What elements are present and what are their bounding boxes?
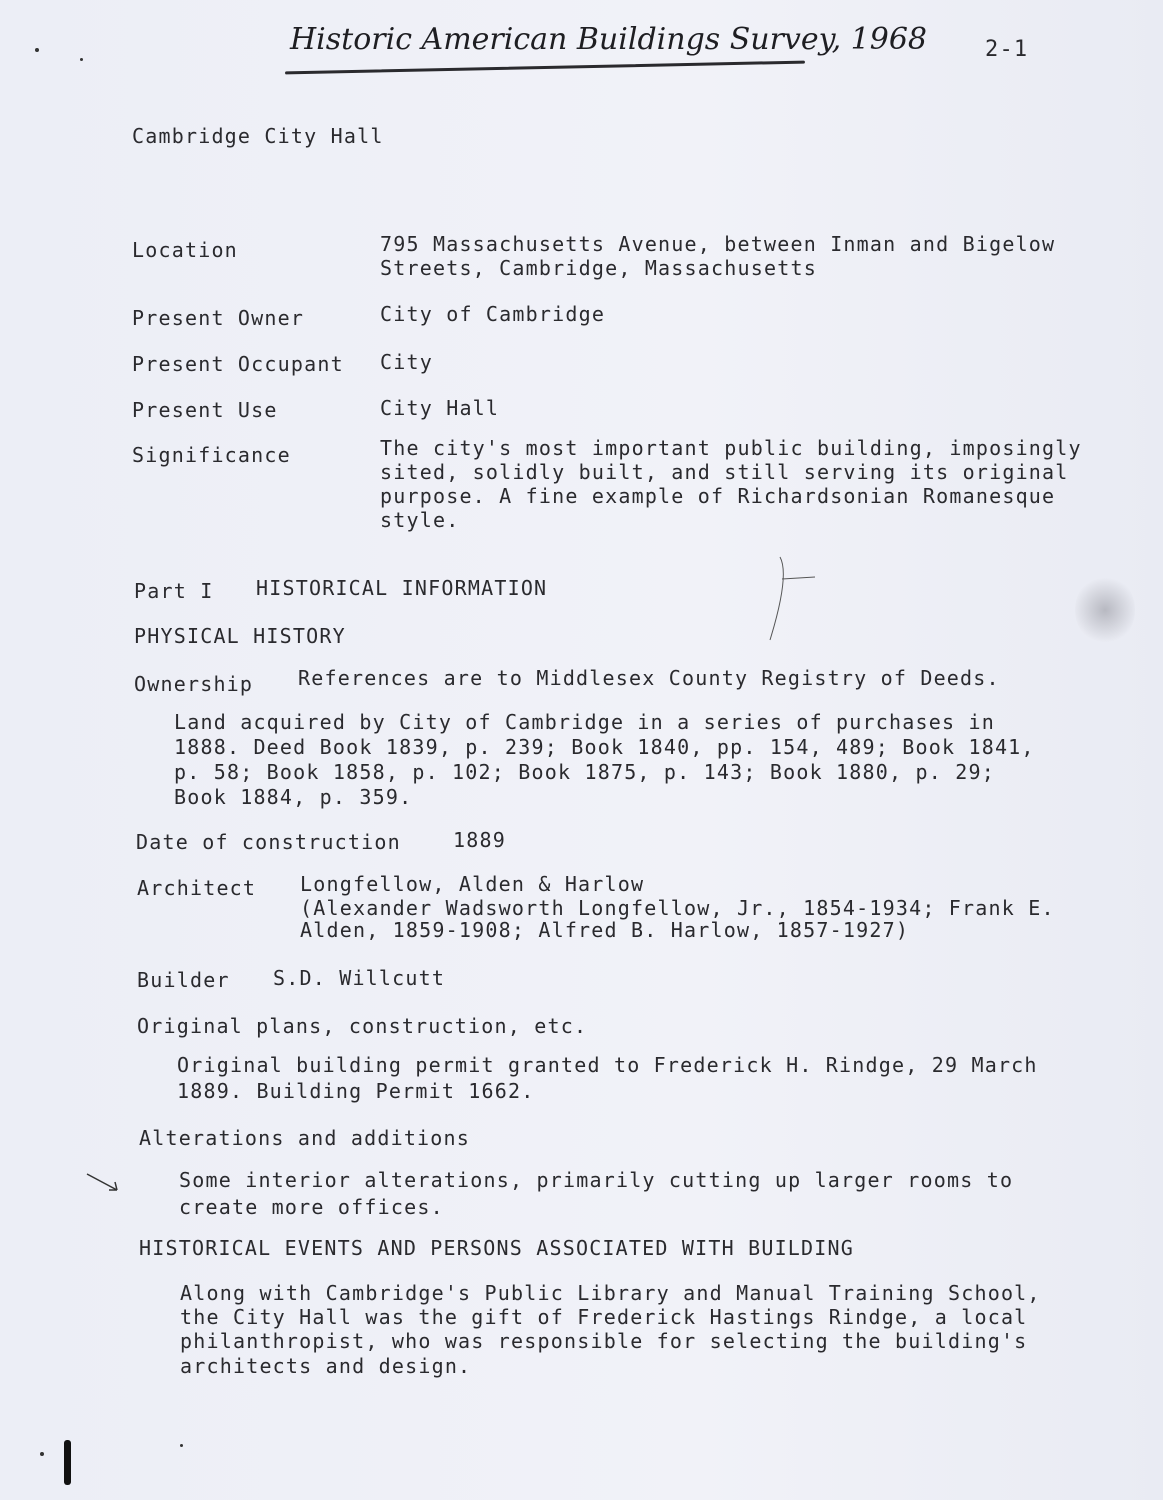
binder-mark <box>64 1440 71 1485</box>
original-plans-heading: Original plans, construction, etc. <box>137 1014 588 1038</box>
margin-arrow-icon <box>85 1172 125 1196</box>
date-of-construction-label: Date of construction <box>136 830 401 854</box>
building-name: Cambridge City Hall <box>132 124 384 148</box>
location-line-1: 795 Massachusetts Avenue, between Inman and Bigelow <box>380 232 1056 256</box>
handwritten-underline <box>285 61 805 75</box>
location-line-2: Streets, Cambridge, Massachusetts <box>380 256 817 280</box>
present-use-value: City Hall <box>380 396 500 420</box>
builder-value: S.D. Willcutt <box>273 966 446 990</box>
part-title: HISTORICAL INFORMATION <box>256 576 548 600</box>
present-owner-label: Present Owner <box>132 306 305 330</box>
alterations-heading: Alterations and additions <box>139 1126 471 1150</box>
handwritten-title: Historic American Buildings Survey, 1968 <box>290 22 928 57</box>
pencil-mark-icon <box>760 555 820 645</box>
historical-events-heading: HISTORICAL EVENTS AND PERSONS ASSOCIATED WITH BUILDING <box>139 1236 855 1260</box>
ownership-line-3: p. 58; Book 1858, p. 102; Book 1875, p. 143; Book 1880, p. 29; <box>174 760 995 784</box>
scan-speck <box>180 1444 183 1447</box>
architect-line-2: (Alexander Wadsworth Longfellow, Jr., 1854-1934; Frank E. <box>300 896 1055 920</box>
ownership-intro: References are to Middlesex County Registry of Deeds. <box>298 666 1000 690</box>
present-occupant-value: City <box>380 350 433 374</box>
architect-line-1: Longfellow, Alden & Harlow <box>300 872 645 896</box>
location-label: Location <box>132 238 238 262</box>
historical-events-line-2: the City Hall was the gift of Frederick Hastings Rindge, a local <box>180 1305 1028 1329</box>
architect-label: Architect <box>137 876 257 900</box>
ownership-label: Ownership <box>134 672 254 696</box>
alterations-line-1: Some interior alterations, primarily cutting up larger rooms to <box>179 1168 1014 1192</box>
builder-label: Builder <box>137 968 230 992</box>
historical-events-line-3: philanthropist, who was responsible for selecting the building's <box>180 1329 1028 1353</box>
present-occupant-label: Present Occupant <box>132 352 344 376</box>
significance-line-2: sited, solidly built, and still serving its original <box>380 460 1069 484</box>
significance-line-4: style. <box>380 508 460 532</box>
scan-smudge <box>1075 575 1135 645</box>
date-of-construction-value: 1889 <box>453 828 506 852</box>
alterations-line-2: create more offices. <box>179 1195 444 1219</box>
scan-speck <box>40 1452 44 1456</box>
physical-history-heading: PHYSICAL HISTORY <box>134 624 346 648</box>
historical-events-line-4: architects and design. <box>180 1354 472 1378</box>
significance-line-1: The city's most important public building, imposingly <box>380 436 1082 460</box>
significance-label: Significance <box>132 443 291 467</box>
page-number: 2-1 <box>985 37 1029 62</box>
present-use-label: Present Use <box>132 398 278 422</box>
part-label: Part I <box>134 579 214 603</box>
significance-line-3: purpose. A fine example of Richardsonian Romanesque <box>380 484 1056 508</box>
ownership-line-4: Book 1884, p. 359. <box>174 785 413 809</box>
scan-speck <box>35 48 39 52</box>
ownership-line-1: Land acquired by City of Cambridge in a series of purchases in <box>174 710 995 734</box>
historical-events-line-1: Along with Cambridge's Public Library and Manual Training School, <box>180 1281 1041 1305</box>
scan-speck <box>80 58 83 61</box>
original-plans-line-1: Original building permit granted to Frederick H. Rindge, 29 March <box>177 1053 1038 1077</box>
architect-line-3: Alden, 1859-1908; Alfred B. Harlow, 1857-1927) <box>300 918 910 942</box>
present-owner-value: City of Cambridge <box>380 302 606 326</box>
ownership-line-2: 1888. Deed Book 1839, p. 239; Book 1840, pp. 154, 489; Book 1841, <box>174 735 1035 759</box>
original-plans-line-2: 1889. Building Permit 1662. <box>177 1079 535 1103</box>
